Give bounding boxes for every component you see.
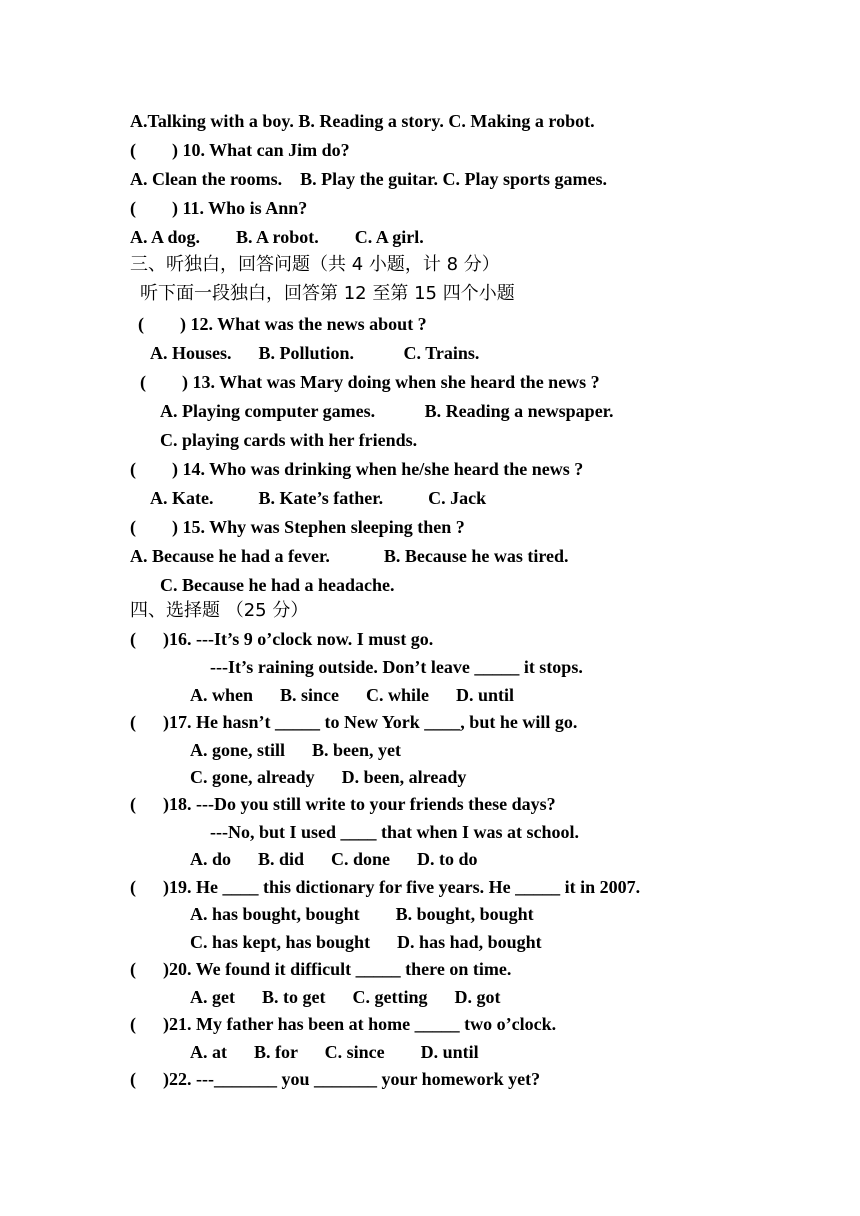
- q12-options: A. Houses. B. Pollution. C. Trains.: [150, 343, 480, 363]
- q16-options: A. when B. since C. while D. until: [190, 685, 515, 705]
- q20-options: A. get B. to get C. getting D. got: [190, 987, 501, 1007]
- q18-question: ( )18. ---Do you still write to your friends these days?: [130, 794, 556, 814]
- q16-question: ( )16. ---It’s 9 o’clock now. I must go.: [130, 629, 434, 649]
- section-3-instruction: 听下面一段独白，回答第 12 至第 15 四个小题: [140, 283, 515, 304]
- q22-question: ( )22. ---_______ you _______ your homework yet?: [130, 1069, 541, 1089]
- q12-question: ( ) 12. What was the news about ?: [138, 314, 427, 334]
- q11-options: A. A dog. B. A robot. C. A girl.: [130, 227, 424, 247]
- q18-options: A. do B. did C. done D. to do: [190, 849, 478, 869]
- q20-question: ( )20. We found it difficult _____ there on time.: [130, 959, 512, 979]
- q15-option-c: C. Because he had a headache.: [160, 575, 395, 595]
- q19-options-cd: C. has kept, has bought D. has had, bought: [190, 932, 542, 952]
- q11-question: ( ) 11. Who is Ann?: [130, 198, 308, 218]
- q15-question: ( ) 15. Why was Stephen sleeping then ?: [130, 517, 465, 537]
- q19-options-ab: A. has bought, bought B. bought, bought: [190, 904, 534, 924]
- q14-question: ( ) 14. Who was drinking when he/she heard the news ?: [130, 459, 584, 479]
- q18-reply: ---No, but I used ____ that when I was at school.: [210, 822, 580, 842]
- q19-question: ( )19. He ____ this dictionary for five years. He _____ it in 2007.: [130, 877, 641, 897]
- q21-question: ( )21. My father has been at home _____ two o’clock.: [130, 1014, 557, 1034]
- q13-option-c: C. playing cards with her friends.: [160, 430, 418, 450]
- q10-options: A. Clean the rooms. B. Play the guitar. C. Play sports games.: [130, 169, 607, 189]
- section-4-heading: 四、选择题 （25 分）: [130, 600, 309, 621]
- q13-question: ( ) 13. What was Mary doing when she heard the news ?: [140, 372, 600, 392]
- q10-question: ( ) 10. What can Jim do?: [130, 140, 350, 160]
- q17-question: ( )17. He hasn’t _____ to New York ____, but he will go.: [130, 712, 578, 732]
- q14-options: A. Kate. B. Kate’s father. C. Jack: [150, 488, 487, 508]
- q9-options: A.Talking with a boy. B. Reading a story. C. Making a robot.: [130, 111, 595, 131]
- section-3-heading: 三、听独白，回答问题（共 4 小题，计 8 分）: [130, 254, 500, 275]
- q13-options-ab: A. Playing computer games. B. Reading a newspaper.: [160, 401, 614, 421]
- q17-options-cd: C. gone, already D. been, already: [190, 767, 467, 787]
- q16-reply: ---It’s raining outside. Don’t leave _____ it stops.: [210, 657, 583, 677]
- q17-options-ab: A. gone, still B. been, yet: [190, 740, 401, 760]
- q21-options: A. at B. for C. since D. until: [190, 1042, 479, 1062]
- q15-options-ab: A. Because he had a fever. B. Because he was tired.: [130, 546, 569, 566]
